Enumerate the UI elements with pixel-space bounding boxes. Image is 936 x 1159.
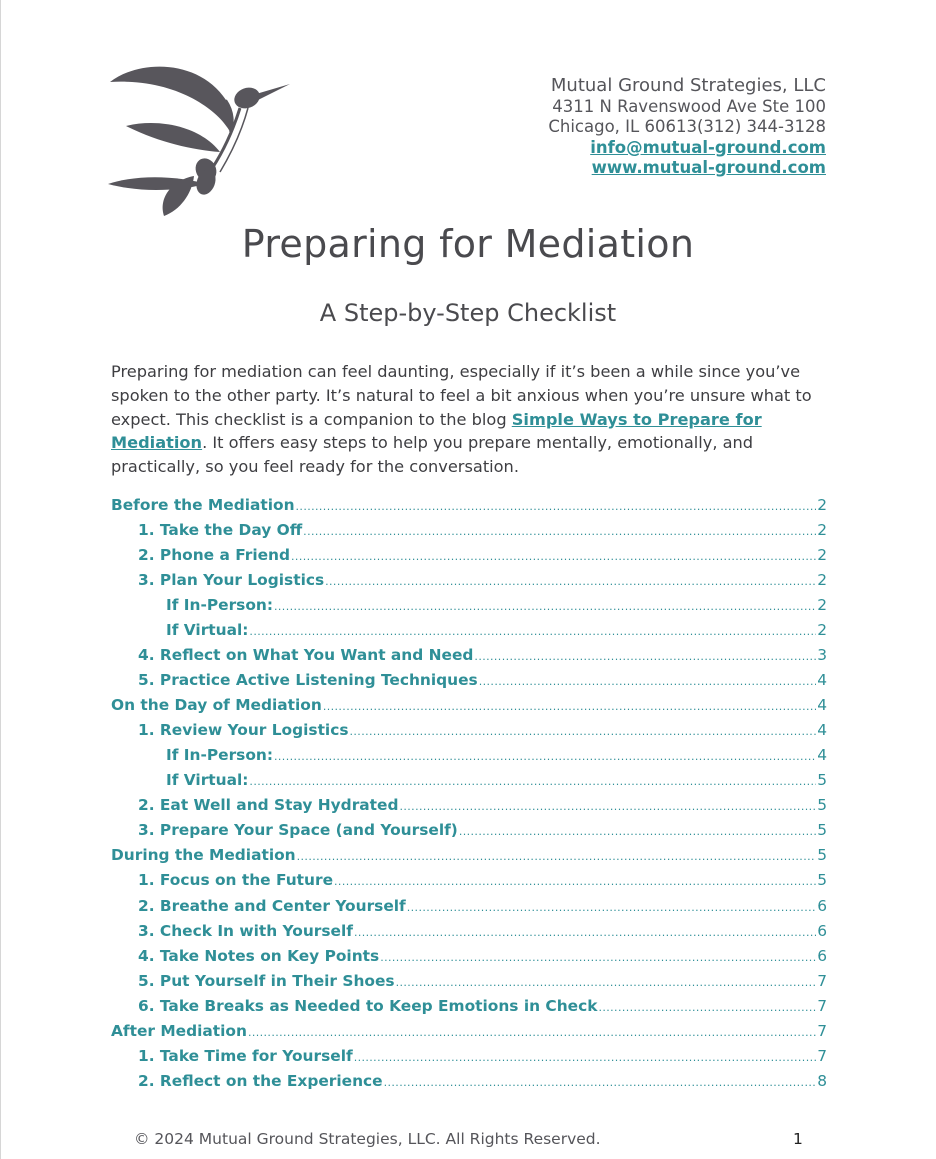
toc-entry-label: 2. Phone a Friend <box>138 546 291 565</box>
toc-dot-leader <box>380 951 816 964</box>
toc-entry-page: 5 <box>817 771 827 790</box>
toc-entry-page: 2 <box>817 496 827 514</box>
toc-dot-leader <box>291 550 816 563</box>
toc-entry-label: 2. Reflect on the Experience <box>138 1071 383 1090</box>
toc-entry-label: If Virtual: <box>166 771 249 790</box>
toc-entry-label: 4. Take Notes on Key Points <box>138 946 380 965</box>
toc-entry[interactable] <box>111 972 827 997</box>
footer-copyright: © 2024 Mutual Ground Strategies, LLC. All Rights Reserved. <box>134 1130 601 1148</box>
address-line-1: 4311 N Ravenswood Ave Ste 100 <box>552 96 826 116</box>
toc-entry-page: 7 <box>817 1046 827 1065</box>
toc-entry-label: After Mediation <box>111 1021 247 1040</box>
toc-entry-page: 7 <box>817 996 827 1015</box>
toc-dot-leader <box>296 500 817 513</box>
toc-entry-label: Before the Mediation <box>111 496 295 514</box>
toc-entry[interactable] <box>111 846 827 871</box>
toc-dot-leader <box>396 976 817 989</box>
toc-entry-label: 1. Review Your Logistics <box>138 721 349 740</box>
toc-dot-leader <box>407 901 816 914</box>
toc-dot-leader <box>384 1076 817 1089</box>
toc-entry-page: 2 <box>817 621 827 640</box>
toc-entry-page: 2 <box>817 596 827 615</box>
intro-text-before: Preparing for mediation can feel daunting, especially if it’s been a while since you’ve spoken to the other party. It’s natural to feel a bit anxious when you’re unsure what to expect. This checklist is a companion to the blog <box>111 362 812 429</box>
toc-entry-page: 4 <box>817 671 827 690</box>
toc-entry-page: 3 <box>817 646 827 665</box>
toc-dot-leader <box>249 775 816 788</box>
toc-entry[interactable] <box>111 496 827 521</box>
toc-entry-page: 5 <box>817 821 827 840</box>
toc-entry[interactable] <box>111 596 827 621</box>
toc-entry-label: 5. Put Yourself in Their Shoes <box>138 971 395 990</box>
toc-dot-leader <box>274 750 816 763</box>
toc-dot-leader <box>249 625 816 638</box>
toc-entry[interactable] <box>111 546 827 571</box>
toc-entry-label: 2. Eat Well and Stay Hydrated <box>138 796 399 815</box>
contact-block <box>548 76 826 179</box>
toc-entry-label: 1. Take Time for Yourself <box>138 1046 353 1065</box>
toc-entry[interactable] <box>111 871 827 896</box>
company-name: Mutual Ground Strategies, LLC <box>550 75 826 96</box>
toc-dot-leader <box>297 850 817 863</box>
toc-entry[interactable] <box>111 1072 827 1097</box>
toc-entry-page: 2 <box>817 571 827 590</box>
toc-entry[interactable] <box>111 721 827 746</box>
intro-text-after: . It offers easy steps to help you prepare mentally, emotionally, and practically, so you feel ready for the conversation. <box>111 433 754 477</box>
toc-entry-label: 4. Reflect on What You Want and Need <box>138 646 474 665</box>
toc-entry-label: If Virtual: <box>166 621 249 640</box>
toc-entry[interactable] <box>111 746 827 771</box>
toc-entry[interactable] <box>111 521 827 546</box>
toc-entry-label: During the Mediation <box>111 846 296 865</box>
page-edge <box>0 0 1 1159</box>
toc-entry-page: 4 <box>817 746 827 765</box>
toc-entry[interactable] <box>111 1047 827 1072</box>
toc-dot-leader <box>325 575 816 588</box>
toc-entry-label: 1. Focus on the Future <box>138 871 334 890</box>
toc-dot-leader <box>303 525 816 538</box>
toc-entry-label: 6. Take Breaks as Needed to Keep Emotions in Check <box>138 996 598 1015</box>
blog-link[interactable]: Simple Ways to Prepare for Mediation <box>111 409 762 453</box>
toc-dot-leader <box>350 725 817 738</box>
toc-dot-leader <box>274 600 816 613</box>
toc-entry-page: 7 <box>817 971 827 990</box>
page-subtitle: A Step-by-Step Checklist <box>319 299 617 327</box>
toc-entry[interactable] <box>111 571 827 596</box>
toc-entry[interactable] <box>111 922 827 947</box>
hummingbird-logo-icon <box>108 60 294 220</box>
toc-entry[interactable] <box>111 646 827 671</box>
toc-entry-page: 5 <box>817 871 827 890</box>
toc-entry-label: 3. Prepare Your Space (and Yourself) <box>138 821 458 840</box>
toc-entry-label: 1. Take the Day Off <box>138 521 303 540</box>
toc-dot-leader <box>459 825 816 838</box>
email-link[interactable]: info@mutual-ground.com <box>590 137 826 157</box>
intro-paragraph <box>111 360 831 479</box>
toc-entry-page: 6 <box>817 896 827 915</box>
toc-entry[interactable] <box>111 696 827 721</box>
toc-entry-page: 4 <box>817 721 827 740</box>
toc-entry-page: 8 <box>817 1071 827 1090</box>
toc-dot-leader <box>354 1051 817 1064</box>
toc-entry-label: If In-Person: <box>166 596 274 615</box>
toc-dot-leader <box>479 675 816 688</box>
toc-dot-leader <box>334 875 816 888</box>
toc-entry-label: 5. Practice Active Listening Techniques <box>138 671 478 690</box>
toc-entry-page: 2 <box>817 546 827 565</box>
toc-dot-leader <box>248 1026 816 1039</box>
toc-entry[interactable] <box>111 1022 827 1047</box>
toc-entry-page: 4 <box>817 696 827 715</box>
address-line-2: Chicago, IL 60613(312) 344-3128 <box>548 117 826 136</box>
toc-entry[interactable] <box>111 821 827 846</box>
toc-dot-leader <box>354 926 816 939</box>
table-of-contents <box>111 496 827 1097</box>
toc-entry-label: On the Day of Mediation <box>111 696 322 715</box>
toc-entry-page: 7 <box>817 1021 827 1040</box>
toc-dot-leader <box>399 800 816 813</box>
website-link[interactable]: www.mutual-ground.com <box>591 158 826 177</box>
toc-entry[interactable] <box>111 771 827 796</box>
toc-entry[interactable] <box>111 671 827 696</box>
toc-entry-page: 6 <box>817 946 827 965</box>
page-title: Preparing for Mediation <box>241 222 695 266</box>
toc-entry-page: 6 <box>817 921 827 940</box>
toc-entry-label: If In-Person: <box>166 746 274 765</box>
page-number: 1 <box>793 1130 803 1148</box>
toc-entry[interactable] <box>111 897 827 922</box>
toc-dot-leader <box>474 650 816 663</box>
toc-entry[interactable] <box>111 947 827 972</box>
toc-entry-page: 5 <box>817 846 827 865</box>
toc-entry-label: 3. Plan Your Logistics <box>138 571 325 590</box>
toc-dot-leader <box>598 1001 816 1014</box>
toc-entry-label: 3. Check In with Yourself <box>138 921 353 940</box>
toc-entry[interactable] <box>111 997 827 1022</box>
toc-entry[interactable] <box>111 621 827 646</box>
toc-entry-page: 5 <box>817 796 827 815</box>
toc-entry[interactable] <box>111 796 827 821</box>
toc-entry-label: 2. Breathe and Center Yourself <box>138 896 406 915</box>
toc-dot-leader <box>323 700 816 713</box>
toc-entry-page: 2 <box>817 521 827 540</box>
